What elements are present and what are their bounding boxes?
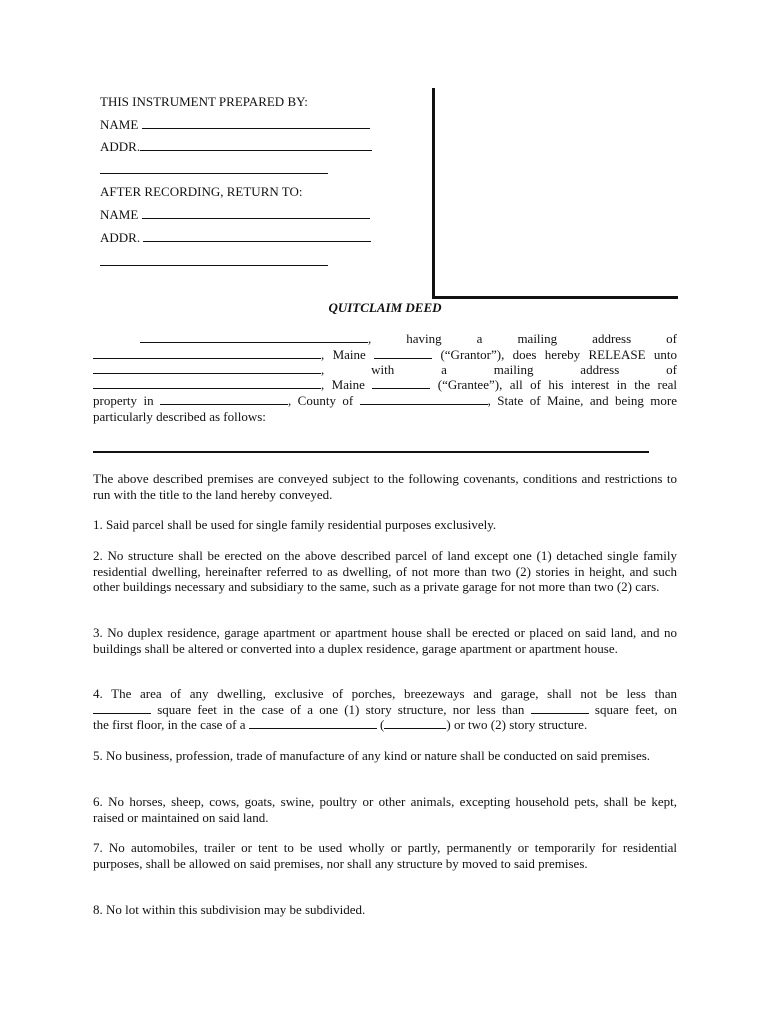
covenant-6: 6. No horses, sheep, cows, goats, swine, poultry or other animals, excepting household pets, shall be kept, raised or maintained on said land. bbox=[93, 794, 677, 825]
recording-box-vertical-line bbox=[432, 88, 435, 298]
story-structure-number-field[interactable] bbox=[384, 717, 446, 729]
grantor-address-field[interactable] bbox=[93, 347, 321, 359]
one-story-sqft-field[interactable] bbox=[93, 702, 151, 714]
return-addr-field[interactable] bbox=[143, 230, 371, 242]
story-structure-words-field[interactable] bbox=[249, 717, 377, 729]
grantee-address-field[interactable] bbox=[93, 377, 321, 389]
two-story-sqft-field[interactable] bbox=[531, 702, 589, 714]
property-town-field[interactable] bbox=[160, 393, 288, 405]
grantee-name-field[interactable] bbox=[93, 362, 321, 374]
return-name-field[interactable] bbox=[142, 207, 370, 219]
preparer-name-field[interactable] bbox=[142, 117, 370, 129]
covenant-4-line-1: 4. The area of any dwelling, exclusive of porches, breezeways and garage, shall not be less than bbox=[93, 686, 677, 701]
intro-line-4: , Maine (“Grantee”), all of his interest in the real bbox=[93, 377, 677, 393]
covenant-2: 2. No structure shall be erected on the above described parcel of land except one (1) detached single family residential dwelling, hereinafter referred to as dwelling, of not more than two (2) stories in height, and such other buildings necessary and subsidiary to the same, such as a private garage for not more than two (2) cars. bbox=[93, 548, 677, 594]
preparer-addr-field[interactable] bbox=[140, 139, 372, 151]
covenant-4-line-2: square feet in the case of a one (1) story structure, nor less than square feet, on bbox=[93, 702, 677, 718]
covenant-1: 1. Said parcel shall be used for single family residential purposes exclusively. bbox=[93, 517, 497, 532]
grantor-zip-field[interactable] bbox=[374, 347, 432, 359]
grantor-name-field[interactable] bbox=[140, 331, 368, 343]
intro-line-2: , Maine (“Grantor”), does hereby RELEASE unto bbox=[93, 347, 677, 363]
return-addr-line-2[interactable] bbox=[100, 254, 328, 270]
property-county-field[interactable] bbox=[360, 393, 488, 405]
prepared-by-label: THIS INSTRUMENT PREPARED BY: bbox=[100, 94, 308, 109]
recording-box-horizontal-line bbox=[432, 296, 678, 299]
preparer-addr-row bbox=[100, 139, 372, 155]
preparer-addr-line-2[interactable] bbox=[100, 162, 328, 178]
covenant-4-line-3: the first floor, in the case of a ( ) or two (2) story structure. bbox=[93, 717, 588, 732]
intro-line-3: , with a mailing address of bbox=[93, 362, 677, 378]
covenants-intro: The above described premises are conveyed subject to the following covenants, conditions and restrictions to run with the title to the land hereby conveyed. bbox=[93, 471, 677, 502]
return-addr-label: ADDR. bbox=[100, 230, 141, 245]
intro-line-1: , having a mailing address of bbox=[140, 331, 677, 347]
covenant-5: 5. No business, profession, trade of manufacture of any kind or nature shall be conducted on said premises. bbox=[93, 748, 651, 763]
grantee-zip-field[interactable] bbox=[372, 377, 430, 389]
document-title: QUITCLAIM DEED bbox=[328, 300, 442, 315]
covenant-3: 3. No duplex residence, garage apartment or apartment house shall be erected or placed on said land, and no buildings shall be altered or converted into a duplex residence, garage apartment or apartment house. bbox=[93, 625, 677, 656]
intro-line-5: property in , County of , State of Maine, and being more bbox=[93, 393, 678, 408]
preparer-name-row bbox=[100, 117, 370, 133]
preparer-name-label: NAME bbox=[100, 117, 139, 132]
intro-line-6: particularly described as follows: bbox=[93, 409, 266, 424]
covenant-8: 8. No lot within this subdivision may be subdivided. bbox=[93, 902, 366, 917]
preparer-addr-label: ADDR. bbox=[100, 139, 141, 154]
return-name-row bbox=[100, 207, 370, 223]
return-to-label: AFTER RECORDING, RETURN TO: bbox=[100, 184, 303, 199]
property-description-line[interactable] bbox=[93, 451, 649, 453]
covenant-7: 7. No automobiles, trailer or tent to be used wholly or partly, permanently or temporarily for residential purposes, shall be allowed on said premises, nor shall any structure by moved to said premises. bbox=[93, 840, 677, 871]
return-name-label: NAME bbox=[100, 207, 139, 222]
return-addr-row bbox=[100, 230, 371, 246]
